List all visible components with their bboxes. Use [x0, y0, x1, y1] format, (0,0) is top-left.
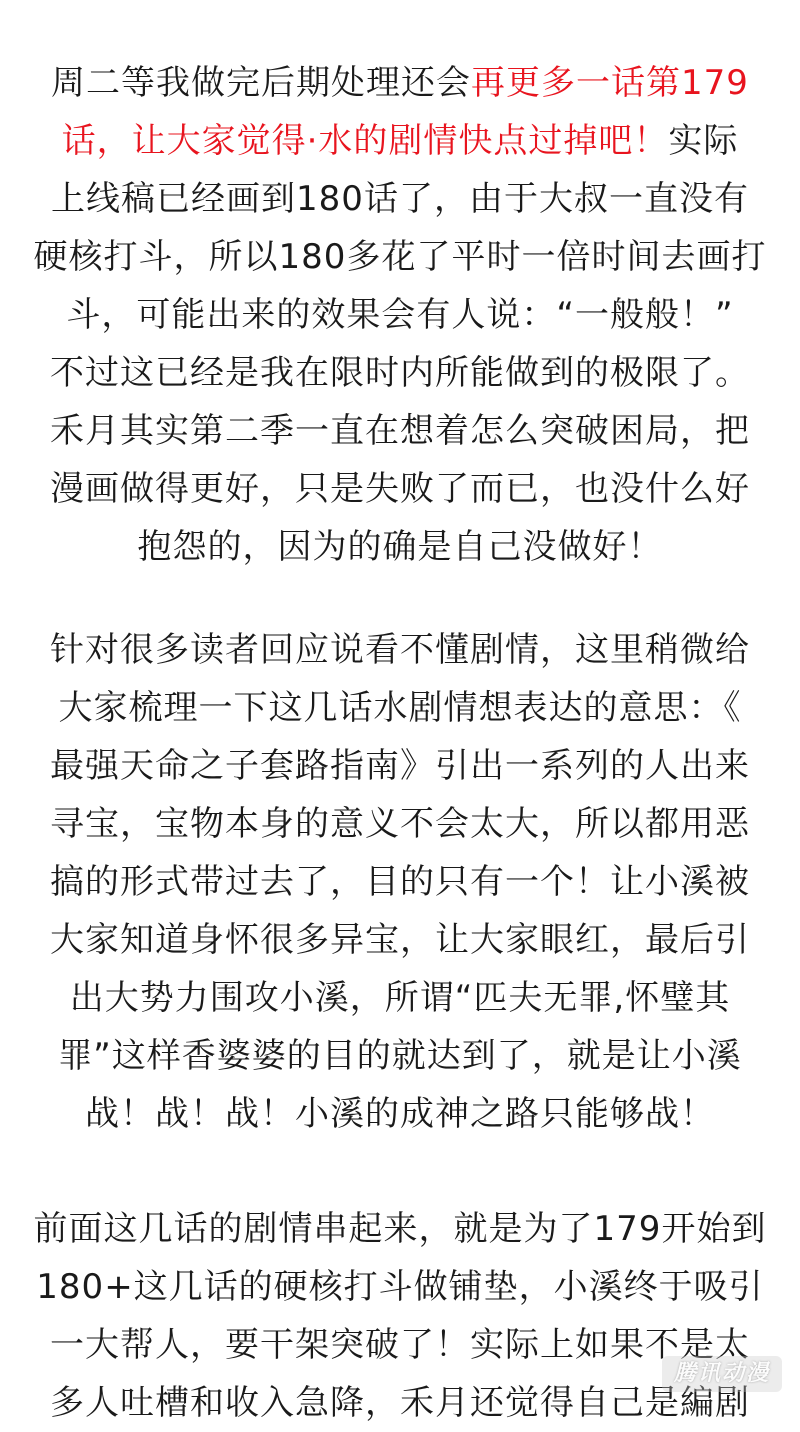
text-line [0, 402, 800, 460]
text-line [0, 969, 800, 1027]
tencent-comic-watermark: 腾讯动漫 [662, 1356, 782, 1392]
text-segment: 出大势力围攻小溪，所谓“匹夫无罪,怀璧其 [69, 978, 731, 1018]
highlight-text: 再更多一话第179 [471, 63, 749, 103]
text-segment: 多人吐槽和收入急降，禾月还觉得自己是編剧 [50, 1383, 750, 1423]
text-line [0, 911, 800, 969]
text-line [0, 795, 800, 853]
text-segment: 前面这几话的剧情串起来，就是为了179开始到 [33, 1209, 767, 1249]
text-line [0, 112, 800, 170]
text-segment: 硬核打斗，所以180多花了平时一倍时间去画打 [33, 237, 767, 277]
text-segment: 一大帮人，要干架突破了！实际上如果不是太 [50, 1325, 750, 1365]
text-segment: 漫画做得更好，只是失败了而已，也没什么好 [50, 469, 750, 509]
text-line [0, 54, 800, 112]
text-segment: 针对很多读者回应说看不懂剧情，这里稍微给 [50, 630, 750, 670]
text-segment: 罪”这样香婆婆的目的就达到了，就是让小溪 [58, 1036, 742, 1076]
text-segment: 最强天命之子套路指南》引出一系列的人出来 [50, 746, 750, 786]
text-line [0, 1258, 800, 1316]
text-segment: 不过这已经是我在限时内所能做到的极限了。 [50, 353, 750, 393]
text-line [0, 344, 800, 402]
text-line [0, 170, 800, 228]
text-segment: 搞的形式带过去了，目的只有一个！让小溪被 [50, 862, 750, 902]
text-line [0, 1027, 800, 1085]
text-line [0, 679, 800, 737]
text-line [0, 1085, 800, 1143]
text-line [0, 518, 800, 576]
text-segment: 战！战！战！小溪的成神之路只能够战！ [85, 1094, 715, 1134]
text-line [0, 1200, 800, 1258]
text-segment: 180+这几话的硬核打斗做铺垫，小溪终于吸引 [36, 1267, 764, 1307]
text-line [0, 621, 800, 679]
text-segment: 大家知道身怀很多异宝，让大家眼红，最后引 [50, 920, 750, 960]
highlight-text: 话，让大家觉得·水的剧情快点过掉吧！ [61, 121, 669, 161]
text-segment: 禾月其实第二季一直在想着怎么突破困局，把 [50, 411, 750, 451]
text-segment: 斗，可能出来的效果会有人说：“一般般！” [66, 295, 734, 335]
text-line [0, 737, 800, 795]
text-segment: 抱怨的，因为的确是自己没做好！ [137, 527, 663, 567]
text-line [0, 460, 800, 518]
text-segment: 大家梳理一下这几话水剧情想表达的意思：《 [58, 688, 742, 728]
text-line [0, 853, 800, 911]
text-line [0, 286, 800, 344]
text-segment: 周二等我做完后期处理还会 [51, 63, 472, 103]
text-segment: 寻宝，宝物本身的意义不会太大，所以都用恶 [50, 804, 750, 844]
text-line [0, 228, 800, 286]
text-segment: 实际 [668, 121, 739, 161]
text-segment: 上线稿已经画到180话了，由于大叔一直没有 [51, 179, 749, 219]
